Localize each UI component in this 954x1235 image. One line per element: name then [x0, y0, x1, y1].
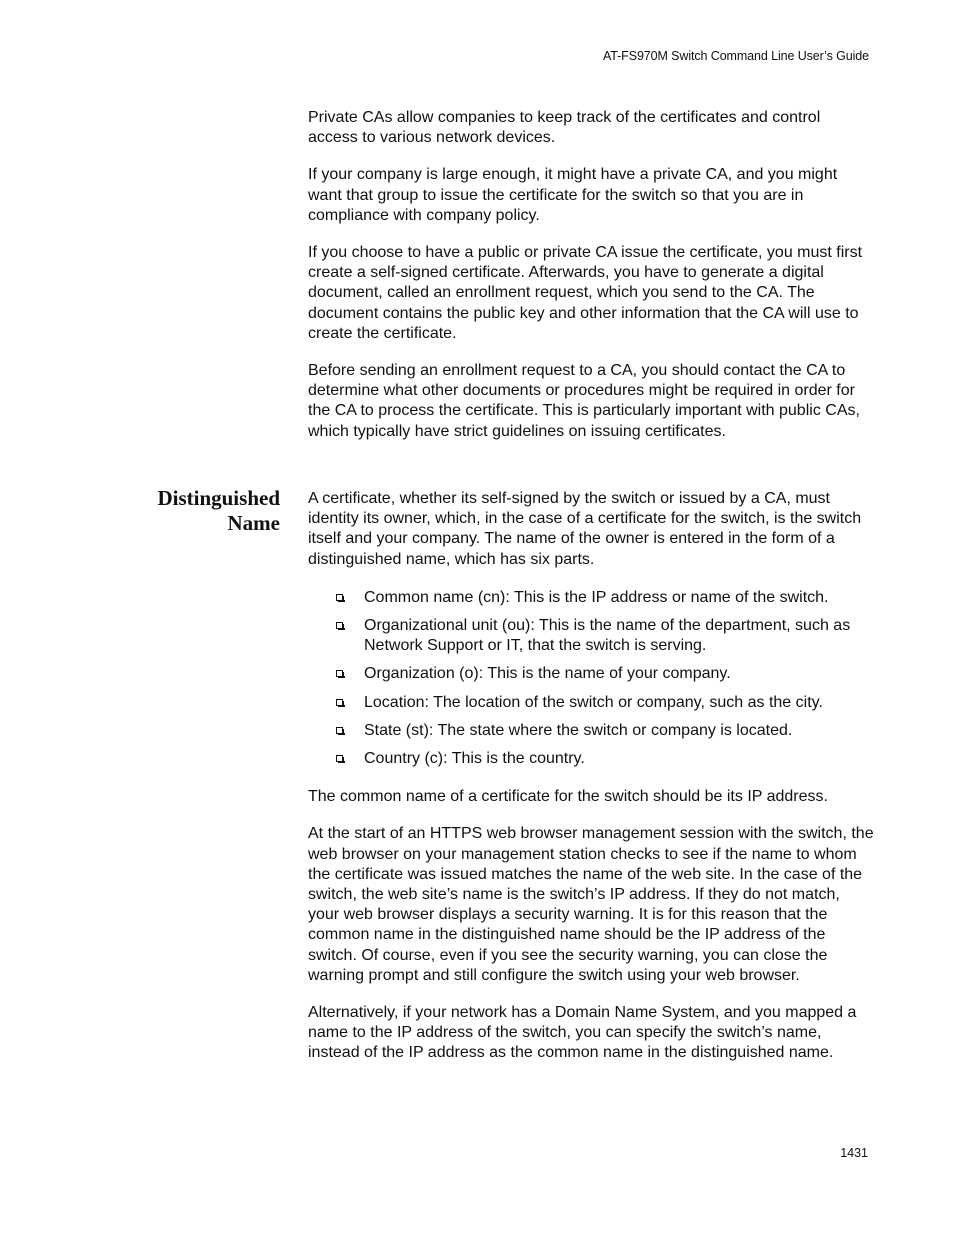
- paragraph: Private CAs allow companies to keep track of the certificates and control access to various network devices.: [308, 109, 821, 147]
- section-heading-line: Name: [227, 511, 280, 535]
- list-item: [364, 721, 874, 741]
- list-item-text: Organization (o): This is the name of your company.: [364, 665, 731, 683]
- paragraph: Before sending an enrollment request to a CA, you should contact the CA to determine what other documents or procedures might be required in order for the CA to process the certificate. This is particularly important with public CAs, which typically have strict guidelines on issuing certificates.: [308, 362, 860, 440]
- checkbox-bullet-icon: [336, 594, 343, 601]
- paragraph: At the start of an HTTPS web browser management session with the switch, the web browser on your management station checks to see if the name to whom the certificate was issued matches the name of the web site. In the case of the switch, the web site’s name is the switch’s IP address. If they do not match, your web browser displays a security warning. It is for this reason that the common name in the distinguished name should be the IP address of the switch. Of course, even if you see the security warning, you can close the warning prompt and still configure the switch using your web browser.: [308, 825, 874, 984]
- intro-text-block: [308, 108, 874, 442]
- list-item: [364, 588, 874, 608]
- section-heading-line: Distinguished: [157, 486, 280, 510]
- list-item: [364, 693, 874, 713]
- list-item-text: Location: The location of the switch or company, such as the city.: [364, 693, 823, 711]
- list-item-text: State (st): The state where the switch or company is located.: [364, 721, 793, 739]
- list-item-text: Organizational unit (ou): This is the name of the department, such as Network Support or IT, that the switch is serving.: [364, 617, 851, 655]
- bullet-list: [308, 588, 874, 769]
- checkbox-bullet-icon: [336, 755, 343, 762]
- paragraph: The common name of a certificate for the switch should be its IP address.: [308, 788, 828, 806]
- page-number: 1431: [840, 1146, 868, 1160]
- paragraph: A certificate, whether its self-signed by the switch or issued by a CA, must identity its owner, which, in the case of a certificate for the switch, is the switch itself and your company. The name of the owner is entered in the form of a distinguished name, which has six parts.: [308, 490, 862, 568]
- section-heading: [120, 486, 280, 536]
- list-item-text: Common name (cn): This is the IP address or name of the switch.: [364, 588, 829, 606]
- checkbox-bullet-icon: [336, 670, 343, 677]
- paragraph: If your company is large enough, it might have a private CA, and you might want that group to issue the certificate for the switch so that you are in compliance with company policy.: [308, 166, 838, 224]
- running-header: AT-FS970M Switch Command Line User’s Guide: [602, 49, 869, 63]
- checkbox-bullet-icon: [336, 622, 343, 629]
- list-item: [364, 616, 874, 656]
- section-text-block: [308, 489, 874, 1064]
- paragraph: Alternatively, if your network has a Domain Name System, and you mapped a name to the IP address of the switch, you can specify the switch’s name, instead of the IP address as the common name in the distinguished name.: [308, 1004, 857, 1062]
- paragraph: If you choose to have a public or private CA issue the certificate, you must first create a self-signed certificate. Afterwards, you have to generate a digital document, called an enrollment request, which you send to the CA. The document contains the public key and other information that the CA will use to create the certificate.: [308, 244, 863, 342]
- checkbox-bullet-icon: [336, 699, 343, 706]
- list-item: [364, 664, 874, 684]
- checkbox-bullet-icon: [336, 727, 343, 734]
- list-item-text: Country (c): This is the country.: [364, 750, 585, 768]
- list-item: [364, 749, 874, 769]
